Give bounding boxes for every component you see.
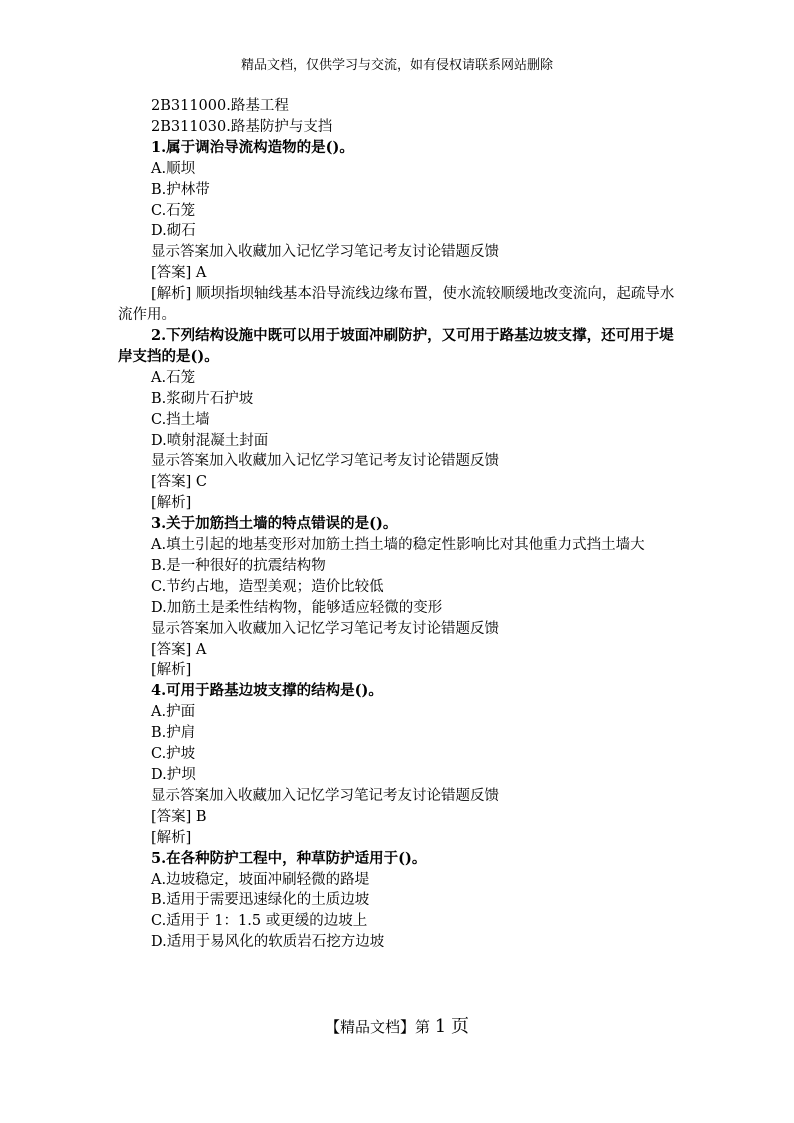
q2-answer: [答案] C — [151, 474, 208, 491]
q1-option-b: B.护林带 — [151, 181, 210, 198]
q1-answer: [答案] A — [151, 265, 207, 282]
q3-option-c: C.节约占地，造型美观；造价比较低 — [151, 578, 384, 595]
q1-actions: 显示答案加入收藏加入记忆学习笔记考友讨论错题反馈 — [151, 244, 499, 261]
document-body — [118, 96, 678, 953]
q2-option-a: A.石笼 — [151, 369, 196, 386]
q2-option-b: B.浆砌片石护坡 — [151, 390, 254, 407]
q3-actions: 显示答案加入收藏加入记忆学习笔记考友讨论错题反馈 — [151, 620, 499, 637]
q1-analysis: [解析] 顺坝指坝轴线基本沿导流线边缘布置，使水流较顺缓地改变流向，起疏导水流作用。 — [118, 286, 675, 324]
section-heading: 2B311030.路基防护与支挡 — [151, 118, 333, 135]
q4-option-a: A.护面 — [151, 704, 196, 721]
question-2: 2.下列结构设施中既可以用于坡面冲刷防护，又可用于路基边坡支撑，还可用于堤岸支挡的是()。 — [118, 326, 674, 365]
page-number: 1 — [434, 1016, 447, 1037]
q5-option-d: D.适用于易风化的软质岩石挖方边坡 — [151, 934, 385, 951]
q4-option-d: D.护坝 — [151, 767, 196, 783]
question-1: 1.属于调治导流构造物的是()。 — [151, 138, 354, 156]
page-header: 精品文档，仅供学习与交流，如有侵权请联系网站删除 — [240, 58, 553, 73]
q2-actions: 显示答案加入收藏加入记忆学习笔记考友讨论错题反馈 — [151, 453, 499, 470]
page-footer — [0, 1016, 794, 1038]
q1-option-d: D.砌石 — [151, 223, 196, 240]
q3-option-d: D.加筋土是柔性结构物，能够适应轻微的变形 — [151, 599, 443, 616]
q4-actions: 显示答案加入收藏加入记忆学习笔记考友讨论错题反馈 — [151, 787, 499, 804]
q2-option-d: D.喷射混凝土封面 — [151, 432, 269, 449]
q2-option-c: C.挡土墙 — [151, 411, 210, 428]
question-5: 5.在各种防护工程中，种草防护适用于()。 — [151, 849, 427, 867]
q4-analysis: [解析] — [151, 829, 192, 846]
q3-option-a: A.填土引起的地基变形对加筋土挡土墙的稳定性影响比对其他重力式挡土墙大 — [151, 537, 645, 554]
q4-option-c: C.护坡 — [151, 746, 196, 763]
q3-option-b: B.是一种很好的抗震结构物 — [151, 557, 326, 574]
q5-option-b: B.适用于需要迅速绿化的土质边坡 — [151, 892, 370, 909]
q5-option-a: A.边坡稳定，坡面冲刷轻微的路堤 — [151, 871, 370, 888]
q1-option-c: C.石笼 — [151, 202, 196, 219]
question-3: 3.关于加筋挡土墙的特点错误的是()。 — [151, 515, 398, 533]
q5-option-c: C.适用于 1：1.5 或更缓的边坡上 — [151, 913, 368, 930]
q4-answer: [答案] B — [151, 808, 207, 825]
footer-label: 【精品文档】第 — [324, 1018, 430, 1036]
question-4: 4.可用于路基边坡支撑的结构是()。 — [151, 682, 383, 700]
q4-option-b: B.护肩 — [151, 725, 196, 742]
q2-analysis: [解析] — [151, 495, 192, 512]
q3-answer: [答案] A — [151, 641, 207, 658]
footer-suffix: 页 — [451, 1016, 470, 1037]
chapter-heading: 2B311000.路基工程 — [151, 98, 289, 114]
q3-analysis: [解析] — [151, 662, 192, 679]
q1-option-a: A.顺坝 — [151, 160, 196, 177]
